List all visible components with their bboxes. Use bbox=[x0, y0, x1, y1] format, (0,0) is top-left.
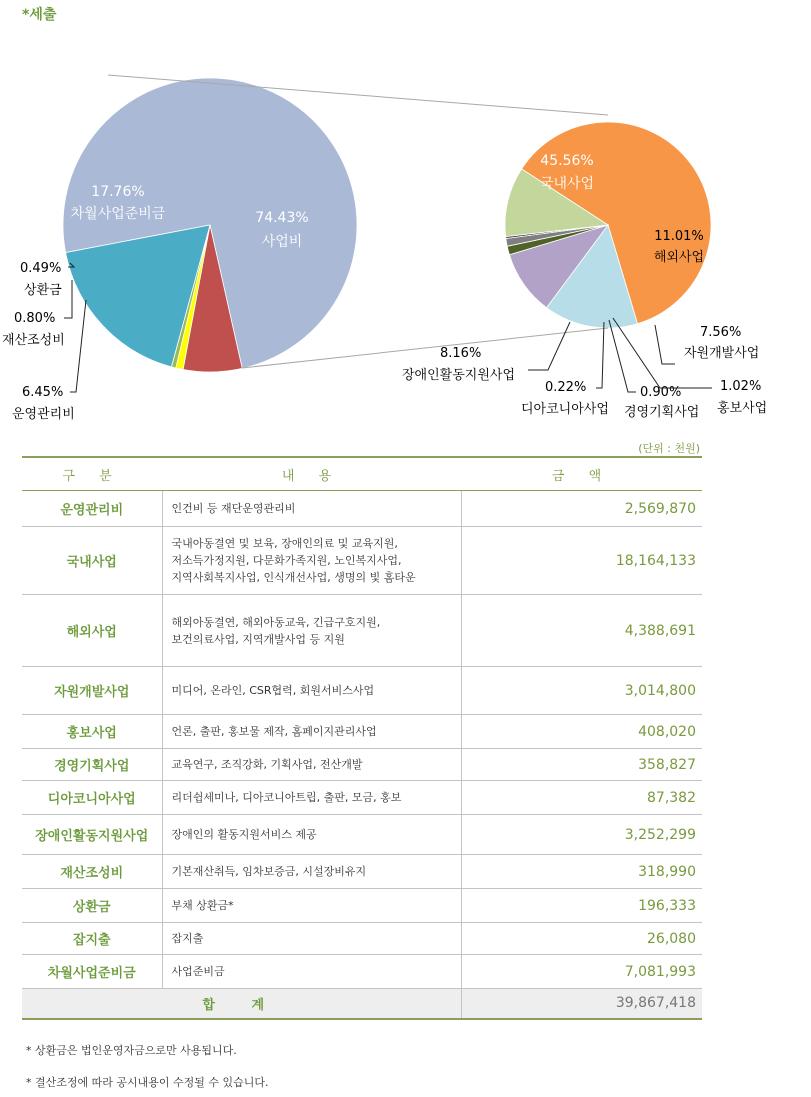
table-row bbox=[22, 955, 702, 989]
left-label-3-name: 상환금 bbox=[24, 283, 62, 298]
row-amount: 196,333 bbox=[461, 889, 702, 923]
right-label-4-name: 경영기획사업 bbox=[624, 405, 700, 420]
row-description-line: 기본재산취득, 임차보증금, 시설장비유지 bbox=[171, 865, 367, 878]
row-amount: 3,252,299 bbox=[461, 815, 702, 855]
row-description bbox=[162, 855, 461, 889]
right-label-5-name: 디아코니아사업 bbox=[521, 402, 609, 417]
row-description-line: 언론, 출판, 홍보물 제작, 홈페이지관리사업 bbox=[171, 725, 377, 738]
right-label-3-value: 1.02% bbox=[720, 379, 762, 394]
row-description bbox=[162, 955, 461, 989]
leader-resource bbox=[655, 325, 675, 364]
row-category: 차월사업준비금 bbox=[22, 955, 162, 989]
row-category: 자원개발사업 bbox=[22, 667, 162, 715]
row-category: 디아코니아사업 bbox=[22, 781, 162, 815]
table-row bbox=[22, 491, 702, 527]
total-label: 합 계 bbox=[22, 989, 461, 1019]
table-row bbox=[22, 527, 702, 595]
row-amount: 87,382 bbox=[461, 781, 702, 815]
row-amount: 18,164,133 bbox=[461, 527, 702, 595]
left-label-4-value: 17.76% bbox=[91, 184, 145, 200]
row-description bbox=[162, 491, 461, 527]
left-label-1-name: 운영관리비 bbox=[12, 407, 75, 422]
leader-planning bbox=[609, 320, 636, 392]
leader-property bbox=[64, 280, 72, 318]
right-label-6-name: 장애인활동지원사업 bbox=[402, 368, 516, 383]
table-row bbox=[22, 855, 702, 889]
row-amount: 408,020 bbox=[461, 715, 702, 749]
unit-label: (단위 : 천원) bbox=[638, 442, 700, 455]
row-category: 경영기획사업 bbox=[22, 749, 162, 781]
left-label-4-name: 차월사업준비금 bbox=[70, 206, 166, 222]
table-row bbox=[22, 815, 702, 855]
row-description-line: 사업준비금 bbox=[171, 965, 225, 978]
row-amount: 2,569,870 bbox=[461, 491, 702, 527]
right-label-4-value: 0.90% bbox=[640, 385, 682, 400]
row-description-line: 지역사회복지사업, 인식개선사업, 생명의 빛 홈타운 bbox=[171, 571, 416, 584]
note-adjustment: * 결산조정에 따라 공시내용이 수정될 수 있습니다. bbox=[26, 1076, 269, 1089]
row-amount: 358,827 bbox=[461, 749, 702, 781]
col-header-category: 구 분 bbox=[22, 457, 162, 491]
table-row bbox=[22, 749, 702, 781]
row-description-line: 미디어, 온라인, CSR협력, 회원서비스사업 bbox=[171, 684, 375, 697]
leader-disability bbox=[528, 322, 570, 370]
row-category: 해외사업 bbox=[22, 595, 162, 667]
row-description bbox=[162, 815, 461, 855]
row-description-line: 국내아동결연 및 보육, 장애인의료 및 교육지원, bbox=[171, 537, 398, 550]
row-category: 재산조성비 bbox=[22, 855, 162, 889]
table-row bbox=[22, 715, 702, 749]
left-label-0-value: 74.43% bbox=[255, 210, 309, 226]
row-category: 운영관리비 bbox=[22, 491, 162, 527]
note-repayment: * 상환금은 법인운영자금으로만 사용됩니다. bbox=[26, 1044, 237, 1057]
row-description bbox=[162, 667, 461, 715]
left-label-2-value: 0.80% bbox=[14, 311, 56, 326]
row-amount: 318,990 bbox=[461, 855, 702, 889]
right-label-3-name: 홍보사업 bbox=[717, 401, 768, 416]
right-label-1-value: 11.01% bbox=[654, 229, 704, 244]
row-category: 홍보사업 bbox=[22, 715, 162, 749]
row-category: 상환금 bbox=[22, 889, 162, 923]
section-title: *세출 bbox=[22, 7, 57, 23]
total-amount: 39,867,418 bbox=[461, 989, 702, 1019]
leader-diakonia bbox=[596, 322, 604, 388]
row-category: 장애인활동지원사업 bbox=[22, 815, 162, 855]
right-label-0-value: 45.56% bbox=[540, 153, 594, 169]
right-label-0-name: 국내사업 bbox=[539, 176, 595, 192]
row-description-line: 교육연구, 조직강화, 기획사업, 전산개발 bbox=[171, 758, 363, 771]
row-description bbox=[162, 923, 461, 955]
left-label-3-value: 0.49% bbox=[20, 261, 62, 276]
row-amount: 3,014,800 bbox=[461, 667, 702, 715]
row-description-line: 부채 상환금* bbox=[171, 899, 234, 912]
total-row bbox=[22, 989, 702, 1019]
table-row bbox=[22, 923, 702, 955]
right-label-1-name: 해외사업 bbox=[653, 250, 705, 265]
table-row bbox=[22, 667, 702, 715]
row-amount: 7,081,993 bbox=[461, 955, 702, 989]
right-pie-chart bbox=[505, 122, 711, 328]
table-header-row bbox=[22, 457, 702, 491]
col-header-amount: 금 액 bbox=[461, 457, 702, 491]
row-amount: 4,388,691 bbox=[461, 595, 702, 667]
row-description-line: 장애인의 활동지원서비스 제공 bbox=[171, 828, 317, 841]
row-description bbox=[162, 781, 461, 815]
expense-table bbox=[22, 456, 702, 1020]
left-label-0-name: 사업비 bbox=[261, 234, 303, 250]
right-label-6-value: 8.16% bbox=[440, 346, 482, 361]
table-row bbox=[22, 781, 702, 815]
row-description-line: 리더쉽세미나, 디아코니아트립, 출판, 모금, 홍보 bbox=[171, 791, 402, 804]
row-category: 국내사업 bbox=[22, 527, 162, 595]
right-label-2-name: 자원개발사업 bbox=[684, 346, 760, 361]
row-description bbox=[162, 595, 461, 667]
col-header-description: 내 용 bbox=[162, 457, 461, 491]
row-description bbox=[162, 749, 461, 781]
left-pie-chart bbox=[63, 78, 357, 372]
right-label-2-value: 7.56% bbox=[700, 325, 742, 340]
row-category: 잡지출 bbox=[22, 923, 162, 955]
row-description-line: 잡지출 bbox=[171, 932, 204, 945]
row-description-line: 인건비 등 재단운영관리비 bbox=[171, 502, 296, 515]
row-description-line: 해외아동결연, 해외아동교육, 긴급구호지원, bbox=[171, 615, 381, 629]
left-label-2-name: 재산조성비 bbox=[2, 333, 65, 348]
row-description bbox=[162, 889, 461, 923]
left-label-1-value: 6.45% bbox=[22, 385, 64, 400]
right-label-5-value: 0.22% bbox=[545, 380, 587, 395]
row-amount: 26,080 bbox=[461, 923, 702, 955]
row-description bbox=[162, 715, 461, 749]
table-row bbox=[22, 889, 702, 923]
row-description-line: 저소득가정지원, 다문화가족지원, 노인복지사업, bbox=[171, 554, 402, 567]
pie-charts bbox=[0, 0, 811, 430]
row-description-line: 보건의료사업, 지역개발사업 등 지원 bbox=[171, 632, 345, 646]
row-description bbox=[162, 527, 461, 595]
table-row bbox=[22, 595, 702, 667]
